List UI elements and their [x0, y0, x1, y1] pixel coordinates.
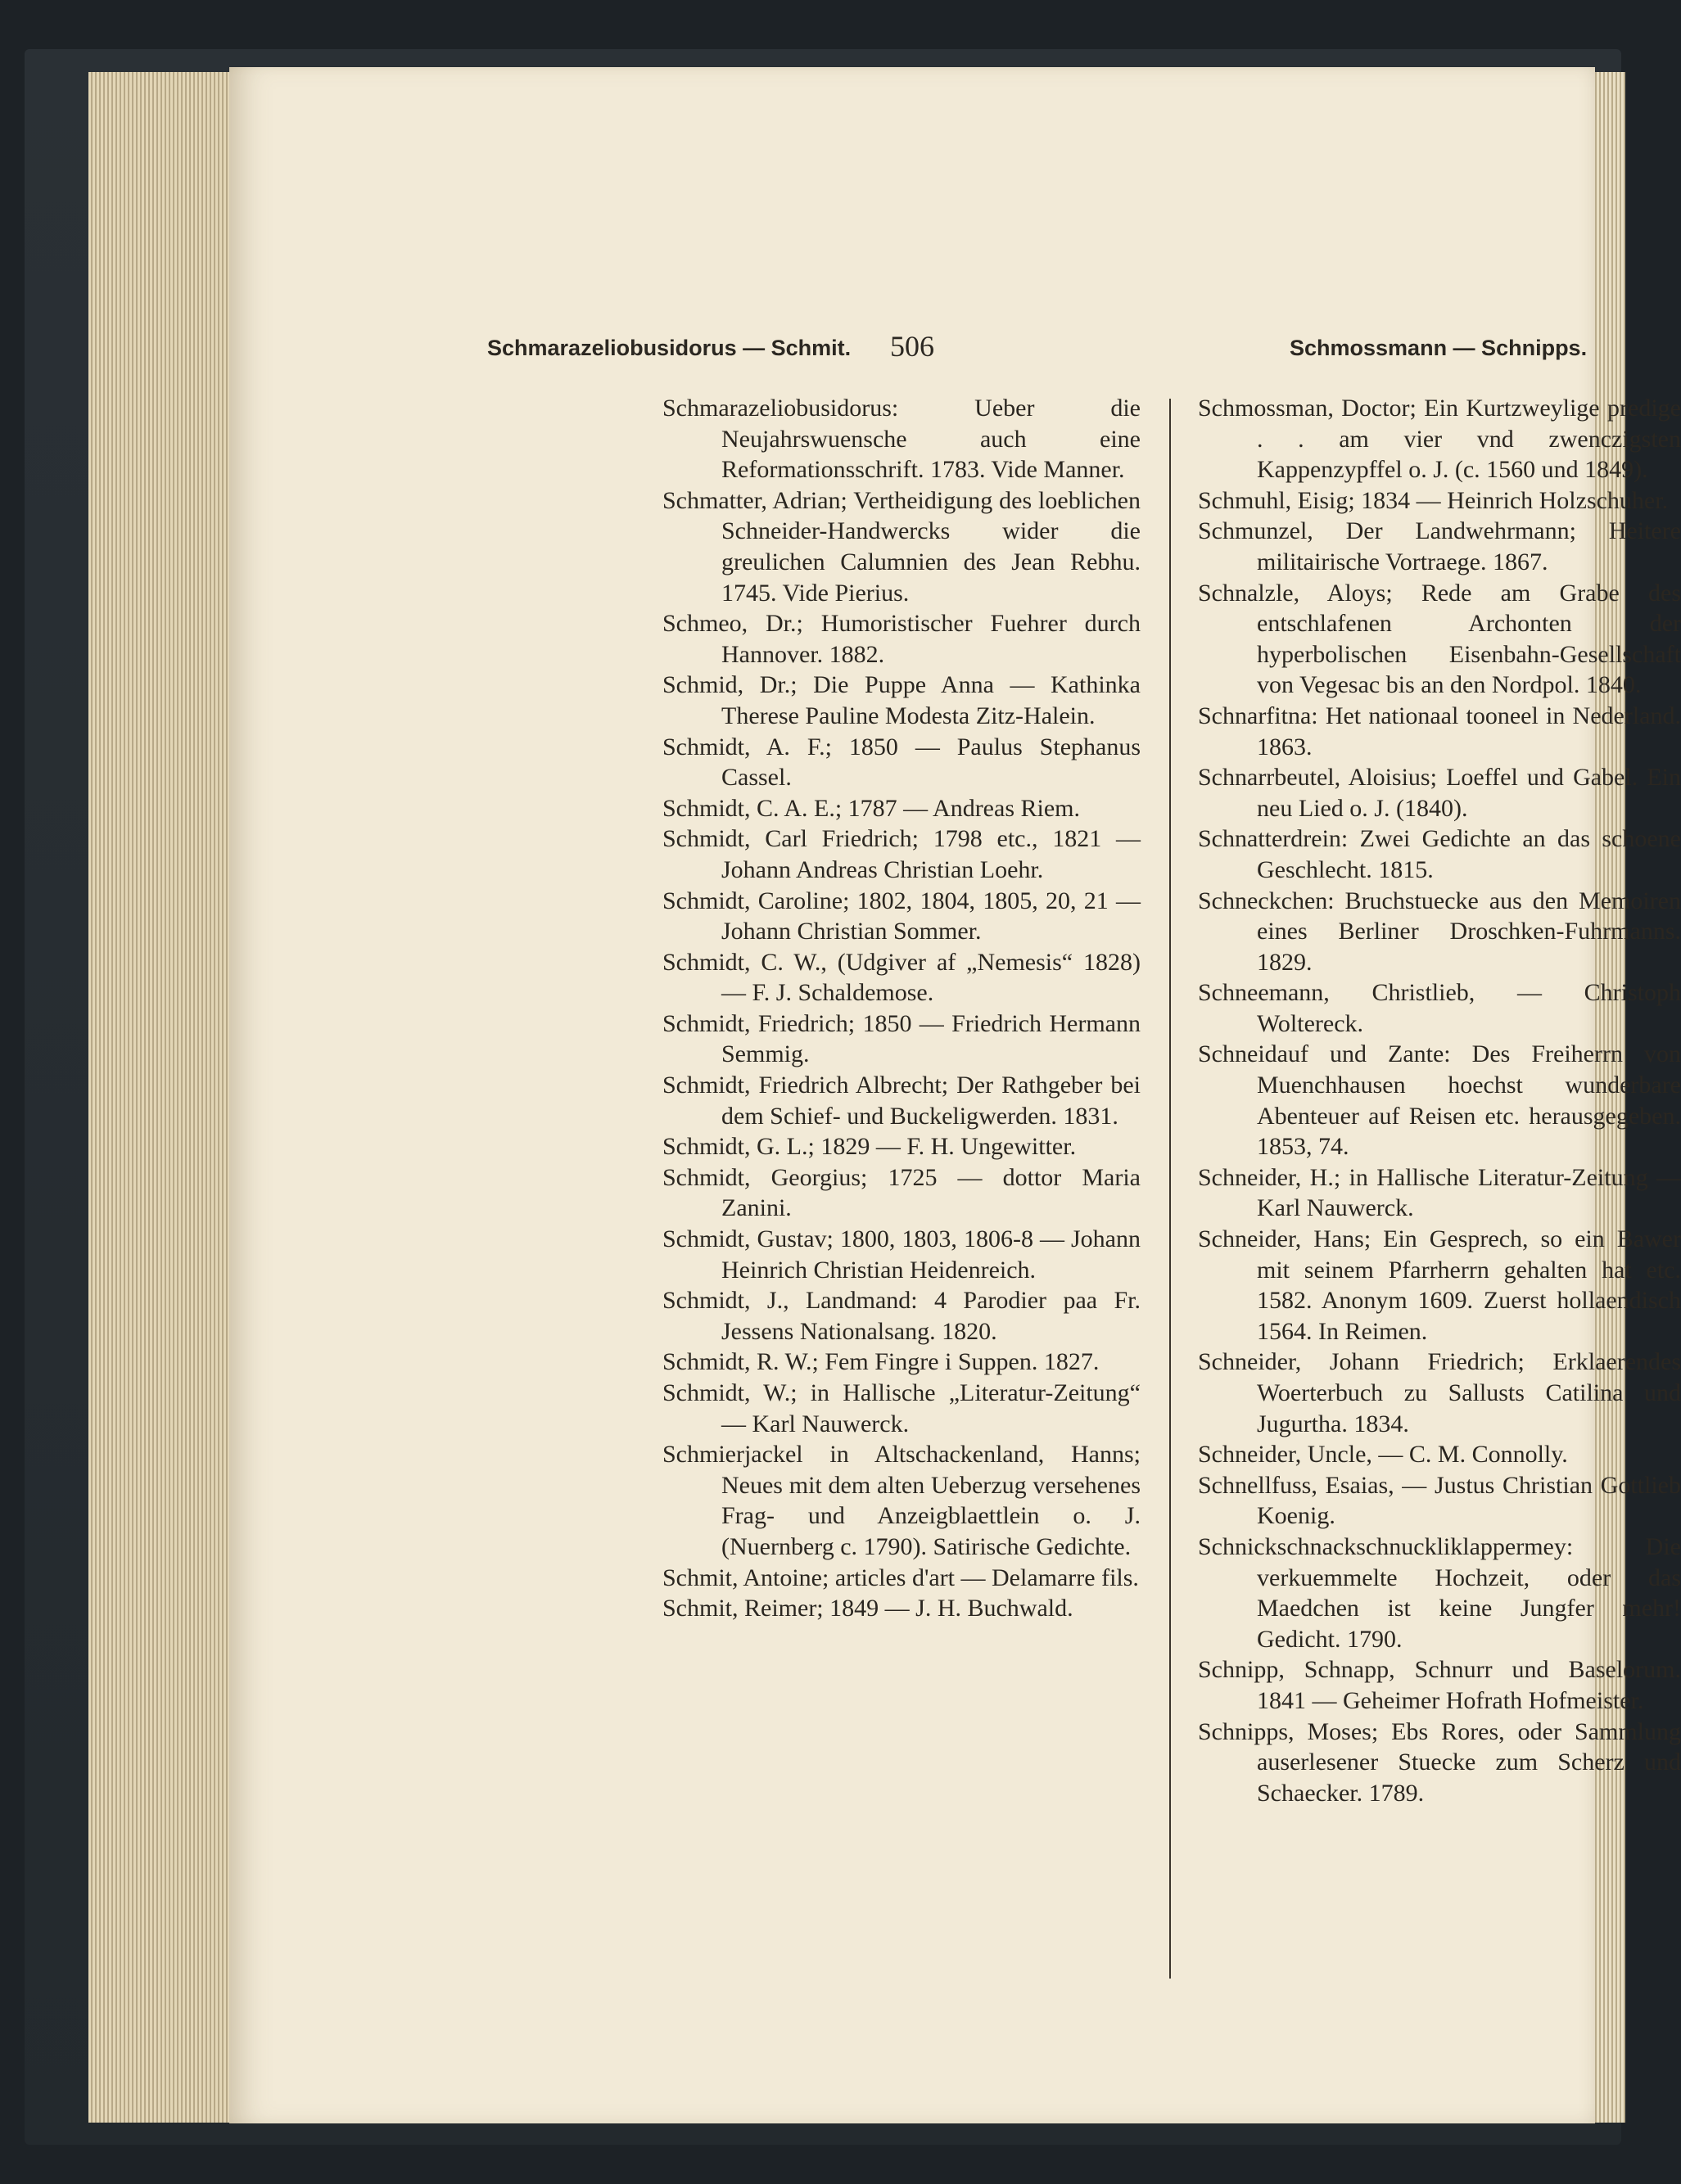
index-entry: Schmatter, Adrian; Vertheidigung des loeblichen Schneider-Handwercks wider die greulichen Calumnien des Jean Rebhu. 1745. Vide Pierius.	[662, 486, 1141, 607]
index-entry: Schmit, Reimer; 1849 — J. H. Buchwald.	[662, 1595, 1073, 1622]
index-entry: Schmierjackel in Altschackenland, Hanns; Neues mit dem alten Ueberzug versehenes Frag- und Anzeigblaettlein o. J. (Nuernberg c. 1790). Satirische Gedichte.	[662, 1441, 1141, 1560]
running-head-left: Schmarazeliobusidorus — Schmit.	[487, 336, 852, 360]
index-entry: Schneider, Johann Friedrich; Erklaerendes Woerterbuch zu Sallusts Catilina und Jugurtha. 1834.	[1198, 1348, 1681, 1437]
index-entry: Schmidt, Friedrich Albrecht; Der Rathgeber bei dem Schief- und Buckeligwerden. 1831.	[662, 1072, 1141, 1130]
index-entry: Schmidt, Caroline; 1802, 1804, 1805, 20, 21 — Johann Christian Sommer.	[662, 887, 1141, 945]
index-entry: Schneider, H.; in Hallische Literatur-Zeitung — Karl Nauwerck.	[1198, 1163, 1681, 1222]
index-entry: Schmidt, Gustav; 1800, 1803, 1806-8 — Johann Heinrich Christian Heidenreich.	[662, 1225, 1141, 1284]
index-entry: Schneemann, Christlieb, — Christoph Woltereck.	[1198, 979, 1681, 1037]
index-entry: Schmidt, A. F.; 1850 — Paulus Stephanus Cassel.	[662, 733, 1141, 792]
page-stack-left	[88, 72, 236, 2123]
index-entry: Schmidt, Carl Friedrich; 1798 etc., 1821 — Johann Andreas Christian Loehr.	[662, 825, 1141, 883]
index-entry: Schnarfitna: Het nationaal tooneel in Nederland. 1863.	[1198, 702, 1681, 760]
index-entry: Schmidt, C. A. E.; 1787 — Andreas Riem.	[662, 794, 1080, 822]
index-entry: Schmid, Dr.; Die Puppe Anna — Kathinka Therese Pauline Modesta Zitz-Halein.	[662, 671, 1141, 729]
index-entry: Schneider, Uncle, — C. M. Connolly.	[1198, 1441, 1568, 1469]
page-number: 506	[890, 330, 934, 363]
index-entry: Schnipp, Schnapp, Schnurr und Baselorum. 1841 — Geheimer Hofrath Hofmeister.	[1198, 1656, 1681, 1714]
index-entry: Schneckchen: Bruchstuecke aus den Memoiren eines Berliner Droschken-Fuhrmanns. 1829.	[1198, 887, 1681, 976]
index-entry: Schmidt, C. W., (Udgiver af „Nemesis“ 1828) — F. J. Schaldemose.	[662, 948, 1141, 1007]
index-entry: Schnarrbeutel, Aloisius; Loeffel und Gabel. Ein neu Lied o. J. (1840).	[1198, 764, 1681, 822]
right-column	[1198, 393, 1681, 1808]
index-entry: Schmidt, R. W.; Fem Fingre i Suppen. 1827.	[662, 1348, 1100, 1376]
index-entry: Schneidauf und Zante: Des Freiherrn von Muenchhausen hoechst wunderbare Abenteuer auf Reisen etc. herausgegeben. 1853, 74.	[1198, 1040, 1681, 1161]
index-entry: Schmuhl, Eisig; 1834 — Heinrich Holzschuher.	[1198, 486, 1669, 514]
index-entry: Schnickschnackschnuckliklappermey: Die verkuemmelte Hochzeit, oder das Maedchen ist keine Jungfer mehr! Gedicht. 1790.	[1198, 1532, 1681, 1653]
index-entry: Schmeo, Dr.; Humoristischer Fuehrer durch Hannover. 1882.	[662, 610, 1141, 668]
index-entry: Schmidt, Georgius; 1725 — dottor Maria Zanini.	[662, 1163, 1141, 1222]
book-page	[229, 67, 1681, 2123]
index-entry: Schmidt, W.; in Hallische „Literatur-Zeitung“ — Karl Nauwerck.	[662, 1379, 1141, 1437]
index-entry: Schnalzle, Aloys; Rede am Grabe des entschlafenen Archonten der hyperbolischen Eisenbahn-Gesellschaft von Vegesac bis an den Nordpol. 1840.	[1198, 579, 1681, 699]
index-entry: Schnipps, Moses; Ebs Rores, oder Sammlung auserlesener Stuecke zum Scherz und Schaecker. 1789.	[1198, 1717, 1681, 1807]
index-entry: Schmossman, Doctor; Ein Kurtzweylige predige . . am vier vnd zwenczigsten Kappenzypffel o. J. (c. 1560 und 1849).	[1198, 395, 1681, 484]
index-entry: Schnellfuss, Esaias, — Justus Christian Gottlieb Koenig.	[1198, 1471, 1681, 1530]
running-head-right: Schmossmann — Schnipps.	[1290, 336, 1588, 360]
index-entry: Schmidt, J., Landmand: 4 Parodier paa Fr. Jessens Nationalsang. 1820.	[662, 1287, 1141, 1345]
index-entry: Schneider, Hans; Ein Gesprech, so ein Bawer mit seinem Pfarrherrn gehalten hat etc. 1582. Anonym 1609. Zuerst hollaendisch 1564. In Reimen.	[1198, 1225, 1681, 1345]
running-head	[229, 329, 1595, 370]
index-entry: Schmunzel, Der Landwehrmann; Heitere militairische Vortraege. 1867.	[1198, 517, 1681, 575]
left-column	[663, 393, 1141, 1624]
column-divider	[1169, 399, 1171, 1979]
index-entry: Schmidt, Friedrich; 1850 — Friedrich Hermann Semmig.	[662, 1009, 1141, 1068]
index-entry: Schnatterdrein: Zwei Gedichte an das schoene Geschlecht. 1815.	[1198, 825, 1681, 883]
index-entry: Schmidt, G. L.; 1829 — F. H. Ungewitter.	[662, 1133, 1077, 1161]
index-entry: Schmit, Antoine; articles d'art — Delamarre fils.	[662, 1564, 1139, 1591]
index-entry: Schmarazeliobusidorus: Ueber die Neujahrswuensche auch eine Reformationsschrift. 1783. Vide Manner.	[662, 395, 1141, 484]
